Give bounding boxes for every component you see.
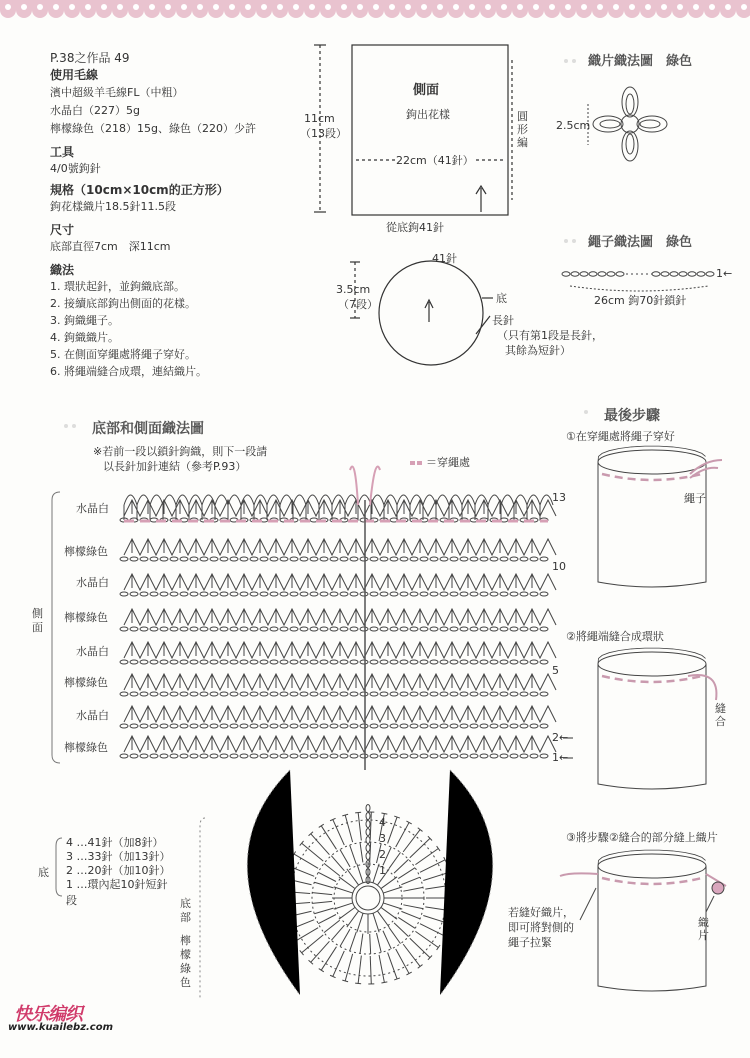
legend-label: ＝穿繩處: [426, 456, 470, 469]
yarn-green: 檸檬綠色（218）15g、綠色（220）少許: [50, 122, 256, 135]
watermark-logo: 快乐编织: [14, 1004, 82, 1025]
yarn-white: 水晶白（227）5g: [50, 104, 140, 117]
cord-start-mark: 1←: [716, 267, 733, 280]
tools-title: 工具: [50, 145, 75, 159]
base-color: 檸檬綠色: [180, 934, 191, 989]
base-row: 4 …41針（加8針）: [66, 836, 164, 849]
row-number: 10: [552, 560, 566, 573]
method-step: 6. 將繩端縫合成環，連結織片。: [50, 365, 207, 378]
base-row: 2 …20針（加10針）: [66, 864, 171, 877]
row-color-label: 水晶白: [76, 576, 109, 589]
long-stitch-label: 長針: [492, 314, 514, 327]
base-height: 3.5cm: [336, 283, 371, 296]
height-rows: （13段）: [300, 127, 347, 140]
row-color-label: 水晶白: [76, 502, 109, 515]
base-rows: （7段）: [338, 298, 378, 311]
method-step: 1. 環狀起針，並鉤織底部。: [50, 280, 185, 293]
final-step2: ②將繩端縫合成環狀: [566, 630, 664, 643]
row-number: 1←: [552, 751, 569, 764]
final-step3: ③將步驟②縫合的部分縫上織片: [566, 831, 718, 844]
width-label: 22cm（41針）: [396, 154, 474, 167]
base-rows-tail: 段: [66, 894, 77, 907]
step3-note-2: 即可將對側的: [508, 921, 574, 934]
long-note-1: （只有第1段是長針，: [497, 329, 603, 342]
pattern-label: 鉤出花樣: [406, 108, 450, 121]
chart-note-1: ※若前一段以鎖針鉤織，則下一段請: [93, 445, 268, 458]
step2-sew-label: 縫合: [715, 702, 726, 728]
base-side-1: 底: [180, 897, 191, 910]
from-base-label: 從底鉤41針: [386, 221, 444, 234]
base-center-number: 4: [379, 816, 386, 829]
watermark-url: www.kuailebz.com: [8, 1022, 114, 1033]
row-color-label: 水晶白: [76, 645, 109, 658]
side-label-1: 側: [32, 607, 43, 620]
chart-note-2: 以長針加針連結（參考P.93）: [103, 460, 247, 473]
yarn-brand: 濱中超級羊毛線FL（中粗）: [50, 86, 184, 99]
row-color-label: 檸檬綠色: [64, 676, 108, 689]
base-row: 3 …33針（加13針）: [66, 850, 171, 863]
tools-value: 4/0號鉤針: [50, 162, 101, 175]
gauge-title: 規格（10cm×10cm的正方形）: [50, 183, 229, 197]
row-color-label: 檸檬綠色: [64, 611, 108, 624]
yarn-title: 使用毛線: [50, 68, 99, 82]
row-color-label: 水晶白: [76, 709, 109, 722]
base-stitches: 41針: [432, 252, 457, 265]
long-note-2: 其餘為短針）: [505, 344, 571, 357]
final-title: 最後步驟: [604, 408, 660, 424]
base-center-number: 1: [379, 864, 386, 877]
size-title: 尺寸: [50, 223, 75, 237]
cord-size: 26cm 鉤70針鎖針: [594, 294, 687, 307]
round-label: 圓形編: [517, 110, 528, 149]
row-color-label: 檸檬綠色: [64, 741, 108, 754]
step3-note-1: 若縫好織片，: [508, 906, 574, 919]
cord-title: 繩子織法圖 綠色: [588, 235, 693, 250]
row-number: 13: [552, 491, 566, 504]
method-title: 織法: [50, 263, 75, 277]
base-label: 底: [496, 292, 507, 305]
base-side-2: 部: [180, 911, 191, 924]
step3-motif-label: 織片: [698, 916, 709, 942]
gauge-value: 鉤花樣織片18.5針11.5段: [50, 200, 176, 213]
row-number: 5: [552, 664, 559, 677]
side-label: 側面: [413, 83, 440, 98]
base-center-number: 2: [379, 848, 386, 861]
final-step1: ①在穿繩處將繩子穿好: [566, 430, 675, 443]
chart-title: 底部和側面織法圖: [92, 421, 204, 437]
height-label: 11cm: [304, 112, 335, 125]
row-color-label: 檸檬綠色: [64, 545, 108, 558]
side-label-2: 面: [32, 621, 43, 634]
base-center-number: 3: [379, 832, 386, 845]
size-value: 底部直徑7cm 深11cm: [50, 240, 171, 253]
method-step: 4. 鉤織織片。: [50, 331, 119, 344]
motif-title: 織片織法圖 綠色: [588, 54, 693, 69]
method-step: 3. 鉤織繩子。: [50, 314, 119, 327]
motif-size: 2.5cm: [556, 119, 591, 132]
work-ref: P.38之作品 49: [50, 51, 130, 65]
step1-cord-label: 繩子: [684, 492, 706, 505]
base-row: 1 …環內起10針短針: [66, 878, 168, 891]
step3-note-3: 繩子拉緊: [508, 936, 552, 949]
base-title: 底: [38, 866, 49, 879]
method-step: 5. 在側面穿繩處將繩子穿好。: [50, 348, 196, 361]
method-step: 2. 接續底部鉤出側面的花樣。: [50, 297, 196, 310]
row-number: 2←: [552, 731, 569, 744]
